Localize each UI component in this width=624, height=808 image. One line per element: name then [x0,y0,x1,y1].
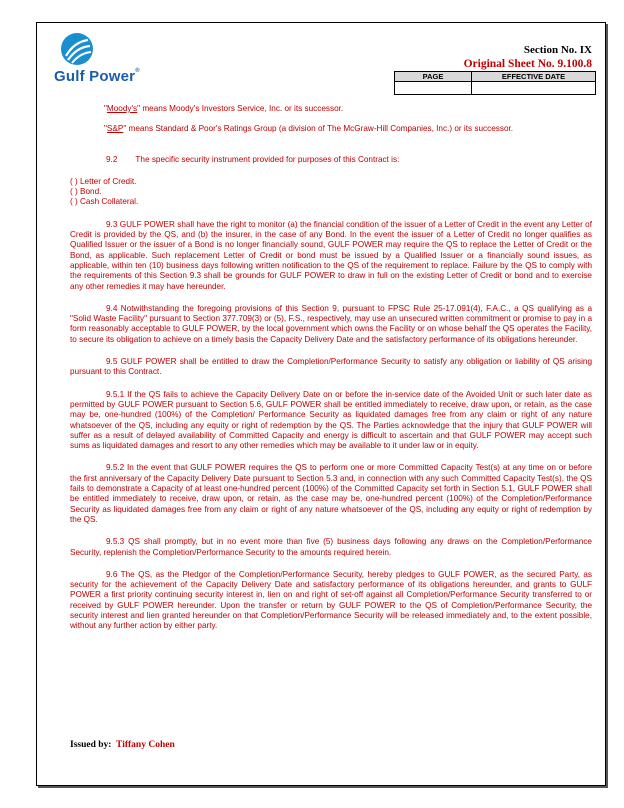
logo-text: Gulf Power® [54,68,140,85]
option-letter-of-credit: ( ) Letter of Credit. [70,176,137,186]
option-bond: ( ) Bond. [70,187,102,197]
sheet-header [464,44,592,71]
section-9-6: 9.6 The QS, as the Pledgor of the Completion/Performance Security, hereby pledges to GULF POWER, as the secured Party, as security for the achievement of the Capacity Delivery Date and satisfactory performance of its obligations hereunder, and grants to GULF POWER a first priority continuing security interest in, lien on and right of set-off against all Completion/Performance Security transferred to or received by GULF POWER hereunder. Upon the transfer or return by GULF POWER to the QS of Completion/Performance Security, the security interest and lien granted hereunder on that Completion/Performance Security will be released immediately and, to the extent possible, without any further action by either party. [70,569,592,631]
definition-sp: "S&P" means Standard & Poor's Ratings Group (a division of The McGraw-Hill Companies, Inc.) or its successor. [104,124,514,134]
section-number: Section No. IX [523,44,592,56]
security-options [70,177,592,208]
effective-date-value-cell [472,82,596,95]
effective-date-header-cell: EFFECTIVE DATE [472,72,596,82]
sheet-number: Original Sheet No. 9.100.8 [463,58,592,70]
section-9-5-3: 9.5.3 QS shall promptly, but in no event more than five (5) business days following any draws on the Completion/Performance Security, replenish the Completion/Performance Security to the amounts required herein. [70,537,592,557]
section-9-4: 9.4 Notwithstanding the foregoing provisions of this Section 9, pursuant to FPSC Rule 25-17.091(4), F.A.C., a QS qualifying as a "Solid Waste Facility" pursuant to Section 377.709(3) or (5), F.S., respectively, may use an unsecured written commitment or promise to pay in a form reasonably acceptable to GULF POWER, by the local government which owns the Facility or on whose behalf the QS operates the Facility, to secure its obligation to achieve on a timely basis the Capacity Delivery Date and the satisfactory performance of its obligations hereunder. [70,303,592,344]
issued-by-name: Tiffany Cohen [116,740,175,750]
document-body [70,104,592,632]
section-9-3: 9.3 GULF POWER shall have the right to monitor (a) the financial condition of the issuer of a Letter of Credit in the event any Letter of Credit is provided by the QS, and (b) the insurer, in the case of any Bond. In the event the issuer of a Letter of Credit no longer qualifies as Qualified Issuer or the issuer of a Bond is no longer financially sound, GULF POWER may require the QS to replace the Letter of Credit or the Bond, as applicable. Such replacement Letter of Credit or bond must be issued by a Qualified Issuer or a financially sound issues, as applicable, within ten (10) business days following written notification to the QS of the requirement to replace. Failure by the QS to comply with the requirements of this Section 9.3 shall be grounds for GULF POWER to draw in full on the existing Letter of Credit or bond and to exercise any other remedies it may have hereunder. [70,219,592,291]
issued-by-label: Issued by: [70,740,112,750]
issued-by [70,740,175,750]
page-effective-table [394,71,596,95]
section-9-5-1: 9.5.1 If the QS fails to achieve the Capacity Delivery Date on or before the in-service date of the Avoided Unit or such later date as permitted by GULF POWER pursuant to Section 5.6, GULF POWER shall be entitled immediately to receive, draw upon, or retain, as the case may be, one-hundred (100%) of the Completion/ Performance Security as liquidated damages free from any claim or right of any nature whatsoever of the QS, including any equity or right of redemption by the QS. The Parties acknowledge that the injury that GULF POWER will suffer as a result of delayed availability of Committed Capacity and energy is difficult to ascertain and that GULF POWER may accept such sums as liquidated damages and resort to any other remedies which may be available to it under law or in equity. [70,389,592,451]
definition-moodys: "Moody's" means Moody's Investors Service, Inc. or its successor. [104,104,344,113]
section-9-2: 9.2 The specific security instrument provided for purposes of this Contract is: [106,154,400,164]
page-header-cell: PAGE [395,72,472,82]
page-value-cell [395,82,472,95]
gulf-power-logo-icon [60,32,94,66]
section-9-5: 9.5 GULF POWER shall be entitled to draw the Completion/Performance Security to satisfy any obligation or liability of QS arising pursuant to this Contract. [70,357,592,377]
section-9-5-2: 9.5.2 In the event that GULF POWER requires the QS to perform one or more Committed Capacity Test(s) at any time on or before the first anniversary of the Capacity Delivery Date pursuant to Section 5.3 and, in connection with any such Committed Capacity Test(s), the QS fails to demonstrate a Capacity of at least one-hundred percent (100%) of the Committed Capacity set forth in Section 5.1, GULF POWER shall be entitled immediately to receive, draw upon, or retain, as the case may be, one-hundred percent (100%) of the Completion/Performance Security as liquidated damages free from any claim or right of any nature whatsoever of the QS, including any equity or right of redemption by the QS. [70,463,592,524]
option-cash-collateral: ( ) Cash Collateral. [70,197,139,207]
gulf-power-logo [54,32,204,94]
